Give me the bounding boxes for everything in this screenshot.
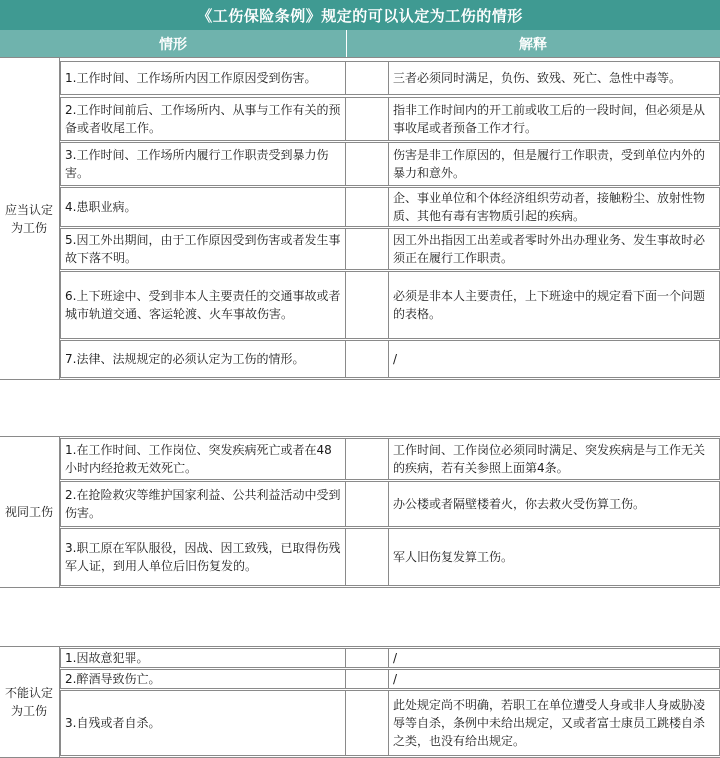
table-row-situation: 6.上下班途中、受到非本人主要责任的交通事故或者城市轨道交通、客运轮渡、火车事故伤害。 xyxy=(60,271,346,339)
table-row-spacer xyxy=(346,61,388,95)
table-row-explanation: 指非工作时间内的开工前或收工后的一段时间，但必须是从事收尾或者预备工作才行。 xyxy=(388,97,720,141)
table-row-explanation: 必须是非本人主要责任，上下班途中的规定看下面一个问题的表格。 xyxy=(388,271,720,339)
header-situation: 情形 xyxy=(159,36,187,53)
table-row-spacer xyxy=(346,228,388,270)
table-row-spacer xyxy=(346,142,388,186)
table-row-situation: 2.醉酒导致伤亡。 xyxy=(60,669,346,689)
table-row-situation: 2.工作时间前后、工作场所内、从事与工作有关的预备或者收尾工作。 xyxy=(60,97,346,141)
table-row-spacer xyxy=(346,340,388,378)
header-divider xyxy=(346,30,347,57)
category-label: 视同工伤 xyxy=(4,505,53,519)
table-row-situation: 3.工作时间、工作场所内履行工作职责受到暴力伤害。 xyxy=(60,142,346,186)
table-row-spacer xyxy=(346,648,388,668)
category-label: 应当认定为工伤 xyxy=(4,202,53,235)
table-row-spacer xyxy=(346,438,388,480)
table-row-explanation: 企、事业单位和个体经济组织劳动者，接触粉尘、放射性物质、其他有毒有害物质引起的疾病。 xyxy=(388,187,720,227)
table-row-explanation: 此处规定尚不明确，若职工在单位遭受人身或非人身威胁凌辱等自杀，条例中未给出规定，又或者富士康员工跳楼自杀之类，也没有给出规定。 xyxy=(388,690,720,756)
header-explanation: 解释 xyxy=(519,36,547,53)
table-row-situation: 5.因工外出期间，由于工作原因受到伤害或者发生事故下落不明。 xyxy=(60,228,346,270)
table-row-situation: 3.自残或者自杀。 xyxy=(60,690,346,756)
table-row-situation: 1.在工作时间、工作岗位、突发疾病死亡或者在48小时内经抢救无效死亡。 xyxy=(60,438,346,480)
table-row-explanation: 因工外出指因工出差或者零时外出办理业务、发生事故时必须正在履行工作职责。 xyxy=(388,228,720,270)
table-row-explanation: / xyxy=(388,648,720,668)
table-row-explanation: 工作时间、工作岗位必须同时满足、突发疾病是与工作无关的疾病，若有关参照上面第4条。 xyxy=(388,438,720,480)
table-row-situation: 3.职工原在军队服役，因战、因工致残，已取得伤残军人证，到用人单位后旧伤复发的。 xyxy=(60,528,346,586)
table-row-explanation: 军人旧伤复发算工伤。 xyxy=(388,528,720,586)
table-row-spacer xyxy=(346,528,388,586)
table-row-situation: 1.因故意犯罪。 xyxy=(60,648,346,668)
table-row-spacer xyxy=(346,690,388,756)
table-row-explanation: / xyxy=(388,669,720,689)
table-row-situation: 1.工作时间、工作场所内因工作原因受到伤害。 xyxy=(60,61,346,95)
table-row-situation: 7.法律、法规规定的必须认定为工伤的情形。 xyxy=(60,340,346,378)
table-header xyxy=(0,30,720,57)
table-row-explanation: 三者必须同时满足，负伤、致残、死亡、急性中毒等。 xyxy=(388,61,720,95)
table-row-situation: 2.在抢险救灾等维护国家利益、公共利益活动中受到伤害。 xyxy=(60,481,346,527)
table-row-situation: 4.患职业病。 xyxy=(60,187,346,227)
table-title: 《工伤保险条例》规定的可以认定为工伤的情形 xyxy=(0,0,720,30)
table-row-spacer xyxy=(346,97,388,141)
category-label: 不能认定为工伤 xyxy=(4,686,53,718)
table-row-spacer xyxy=(346,481,388,527)
table-row-spacer xyxy=(346,271,388,339)
table-row-spacer xyxy=(346,669,388,689)
table-row-explanation: 伤害是非工作原因的，但是履行工作职责，受到单位内外的暴力和意外。 xyxy=(388,142,720,186)
table-row-explanation: 办公楼或者隔壁楼着火，你去救火受伤算工伤。 xyxy=(388,481,720,527)
table-row-spacer xyxy=(346,187,388,227)
table-row-explanation: / xyxy=(388,340,720,378)
